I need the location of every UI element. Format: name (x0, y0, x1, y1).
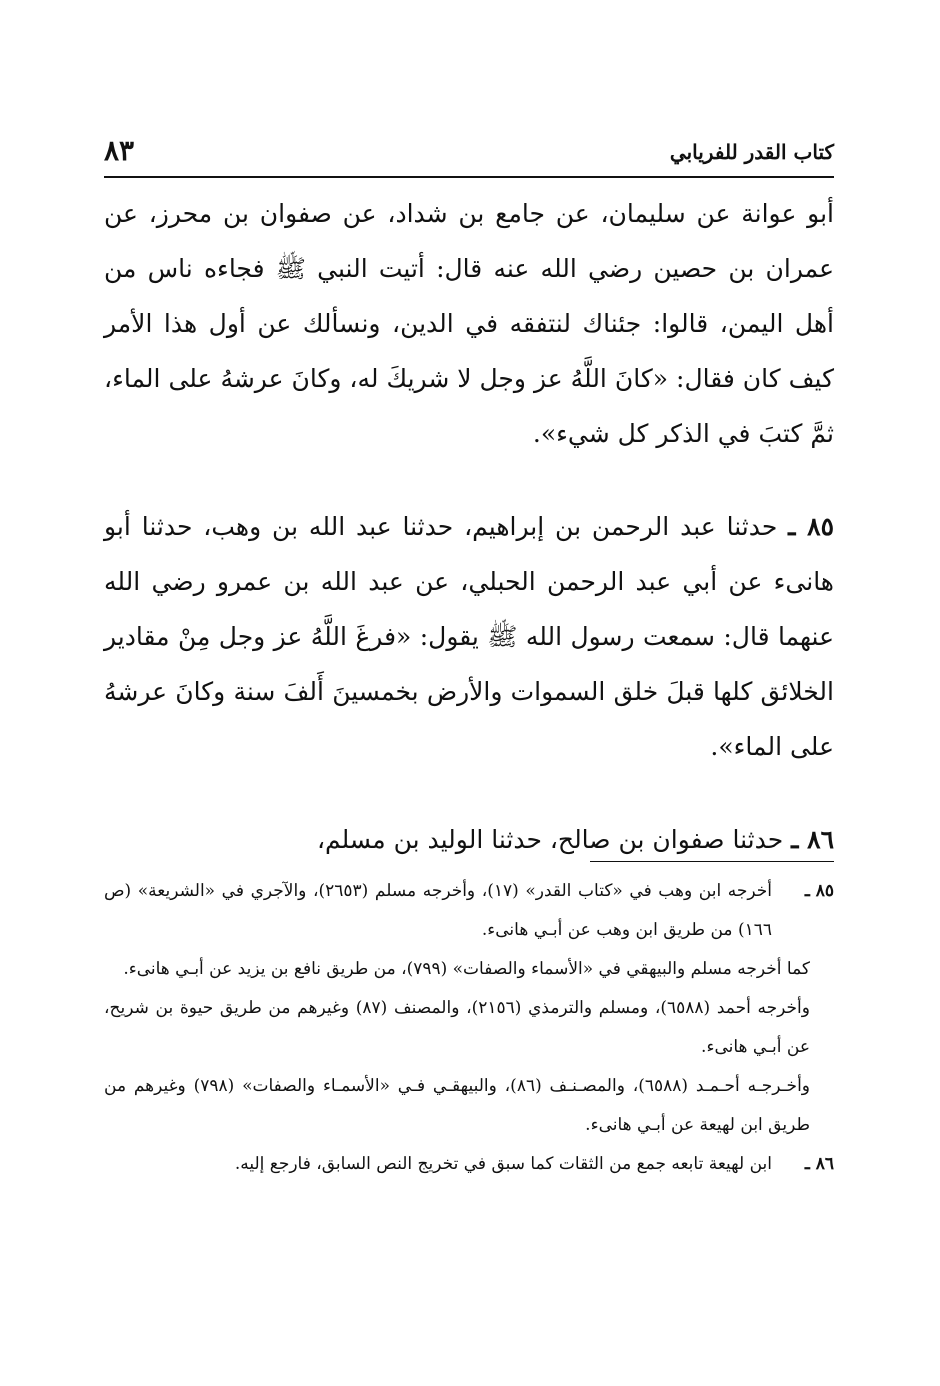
main-text (104, 186, 834, 867)
hadith-number: ٨٥ ـ (788, 512, 834, 541)
hadith-text: حدثنا عبد الرحمن بن إبراهيم، حدثنا عبد الله بن وهب، حدثنا أبو هانىء عن أبي عبد الرحمن الحبلي، عن عبد الله بن عمرو رضي الله عنهما قال: سمعت رسول الله ﷺ يقول: «فرغَ اللَّهُ عز وجل مِنْ مقادير الخلائق كلها قبلَ خلق السموات والأرض بخمسينَ أَلفَ سنة وكانَ عرشهُ على الماء». (104, 512, 834, 761)
page-number: ٨٣ (104, 134, 135, 167)
header-divider (104, 176, 834, 178)
paragraph-86 (104, 812, 834, 867)
hadith-text: حدثنا صفوان بن صالح، حدثنا الوليد بن مسلم، (316, 825, 784, 854)
footnote-number: ٨٥ ـ (804, 881, 834, 901)
footnote-86 (104, 1145, 834, 1184)
page-header (104, 134, 834, 174)
footnote-divider (590, 861, 834, 862)
footnote-text: أخرجه ابن وهب في «كتاب القدر» (١٧)، وأخرجه مسلم (٢٦٥٣)، والآجري في «الشريعة» (ص ١٦٦) من طريق ابن وهب عن أبـي هانىء. (104, 881, 773, 940)
footnotes (104, 872, 834, 1184)
paragraph-85 (104, 499, 834, 774)
footnote-text: ابن لهيعة تابعه جمع من الثقات كما سبق في تخريج النص السابق، فارجع إليه. (234, 1154, 772, 1174)
footnote-85-part-2: كما أخرجه مسلم والبيهقي في «الأسماء والصفات» (٧٩٩)، من طريق نافع بن يزيد عن أبـي هانىء. (123, 959, 810, 979)
footnote-85 (104, 872, 834, 950)
hadith-number: ٨٦ ـ (791, 825, 834, 854)
footnote-85-part-4: وأخـرجـه أحـمـد (٦٥٨٨)، والمصـنـف (٨٦)، والبيهقـي فـي «الأسمـاء والصفات» (٧٩٨) وغيرهم من طريق ابن لهيعة عن أبـي هانىء. (104, 1076, 810, 1135)
paragraph-84-continuation: أبو عوانة عن سليمان، عن جامع بن شداد، عن صفوان بن محرز، عن عمران بن حصين رضي الله عنه قال: أتيت النبي ﷺ فجاءه ناس من أهل اليمن، قالوا: جئناك لنتفقه في الدين، ونسألك عن أول هذا الأمر كيف كان فقال: «كانَ اللَّهُ عز وجل لا شريكَ له، وكانَ عرشهُ على الماء، ثمَّ كتبَ في الذكر كل شيء». (104, 199, 834, 448)
book-title: كتاب القدر للفريابي (669, 140, 834, 164)
footnote-85-part-3: وأخرجه أحمد (٦٥٨٨)، ومسلم والترمذي (٢١٥٦)، والمصنف (٨٧) وغيرهم من طريق حيوة بن شريح، عن أبـي هانىء. (104, 998, 810, 1057)
footnote-number: ٨٦ ـ (804, 1154, 834, 1174)
